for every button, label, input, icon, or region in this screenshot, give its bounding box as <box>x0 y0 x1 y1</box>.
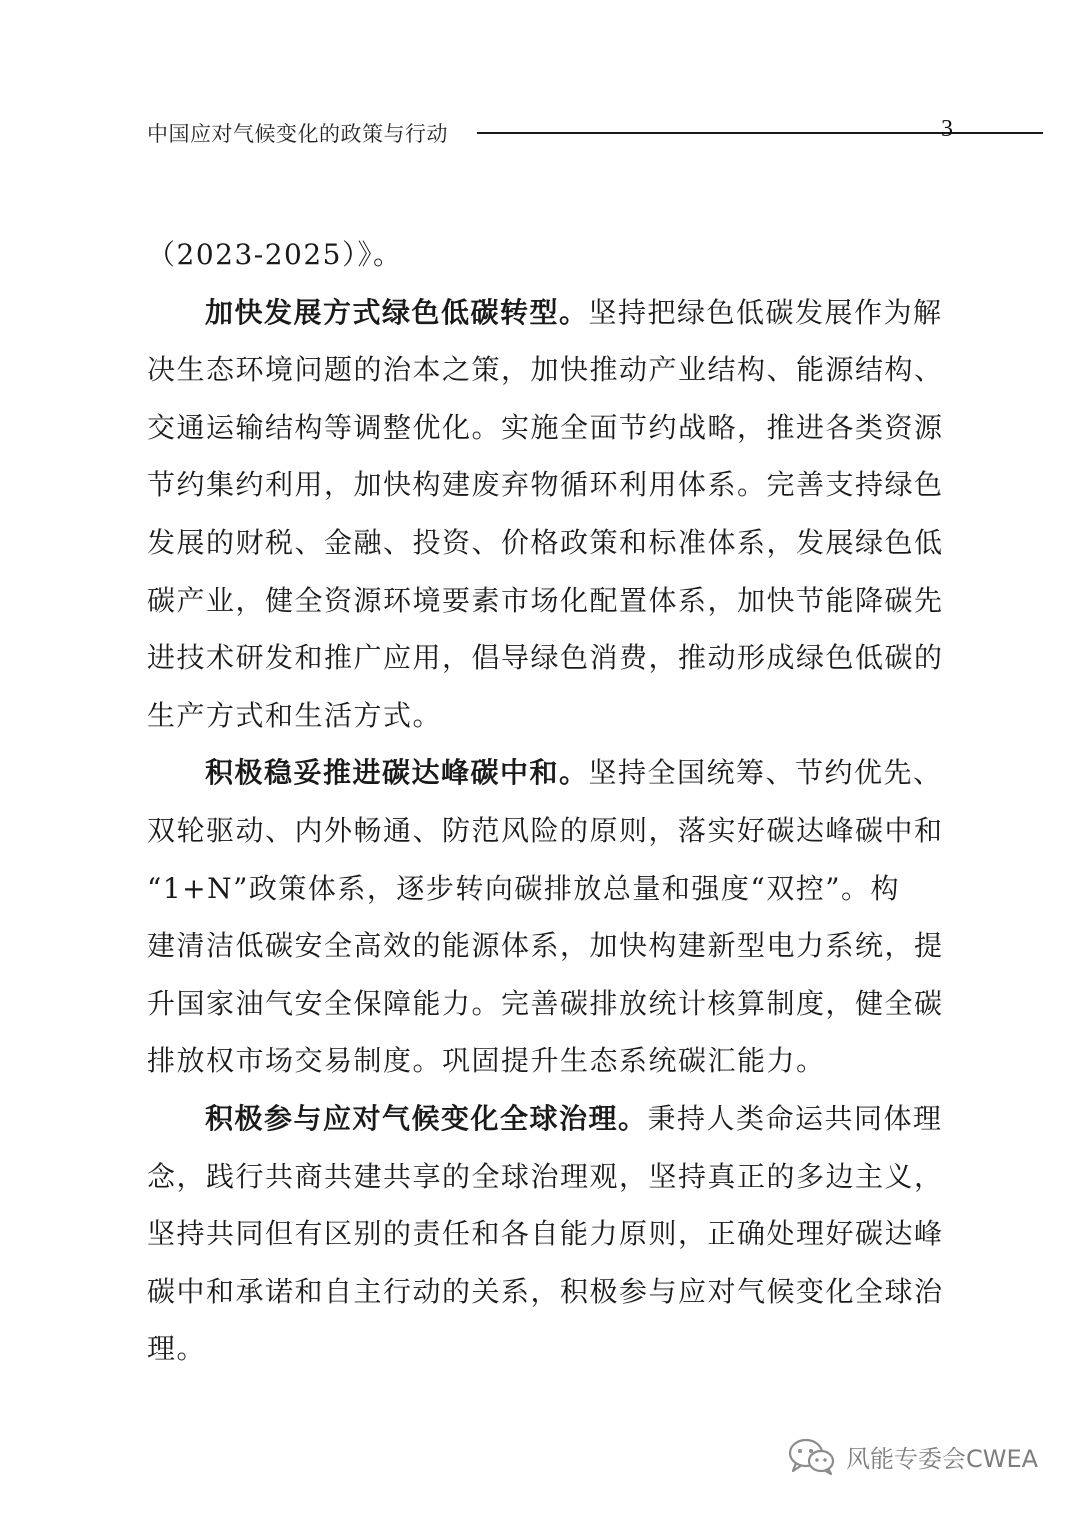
text-line: 念，践行共商共建共享的全球治理观，坚持真正的多边主义， <box>147 1159 944 1193</box>
paragraph-first-line <box>147 284 947 342</box>
header-rule <box>477 132 1043 134</box>
paragraph-heading: 积极参与应对气候变化全球治理。 <box>205 1101 648 1135</box>
body-text <box>147 226 947 1378</box>
running-header <box>147 116 953 156</box>
text-line: 碳产业，健全资源环境要素市场化配置体系，加快节能降碳先 <box>147 583 944 617</box>
paragraph-heading: 积极稳妥推进碳达峰碳中和。 <box>205 756 589 790</box>
header-title: 中国应对气候变化的政策与行动 <box>147 122 448 146</box>
text-line: 坚持把绿色低碳发展作为解 <box>588 295 943 329</box>
text-line: 升国家油气安全保障能力。完善碳排放统计核算制度，健全碳 <box>147 986 944 1020</box>
text-line: 节约集约利用，加快构建废弃物循环利用体系。完善支持绿色 <box>147 468 944 502</box>
page-number: 3 <box>941 116 953 142</box>
paragraph-first-line <box>147 744 947 802</box>
wechat-icon <box>786 1436 838 1476</box>
text-line: （2023-2025）》。 <box>147 238 403 271</box>
paragraph-first-line <box>147 1090 947 1148</box>
text-line: 坚持全国统筹、节约优先、 <box>588 756 943 790</box>
text-line: 交通运输结构等调整优化。实施全面节约战略，推进各类资源 <box>147 410 944 444</box>
text-line: 坚持共同但有区别的责任和各自能力原则，正确处理好碳达峰 <box>147 1217 944 1251</box>
text-line: “1+N”政策体系，逐步转向碳排放总量和强度“双控”。构 <box>147 871 901 905</box>
watermark <box>786 1434 1056 1478</box>
text-line: 进技术研发和推广应用，倡导绿色消费，推动形成绿色低碳的 <box>147 641 944 675</box>
text-line: 发展的财税、金融、投资、价格政策和标准体系，发展绿色低 <box>147 525 944 559</box>
watermark-text: 风能专委会CWEA <box>846 1444 1039 1473</box>
text-line: 理。 <box>147 1332 207 1366</box>
text-line: 建清洁低碳安全高效的能源体系，加快构建新型电力系统，提 <box>147 929 944 963</box>
text-line: 排放权市场交易制度。巩固提升生态系统碳汇能力。 <box>147 1044 826 1078</box>
text-line: 生产方式和生活方式。 <box>147 698 443 732</box>
paragraph-heading: 加快发展方式绿色低碳转型。 <box>205 295 589 329</box>
text-line: 双轮驱动、内外畅通、防范风险的原则，落实好碳达峰碳中和 <box>147 813 944 847</box>
text-line: 秉持人类命运共同体理 <box>647 1101 943 1135</box>
text-line: 决生态环境问题的治本之策，加快推动产业结构、能源结构、 <box>147 353 944 387</box>
text-line: 碳中和承诺和自主行动的关系，积极参与应对气候变化全球治 <box>147 1274 944 1308</box>
